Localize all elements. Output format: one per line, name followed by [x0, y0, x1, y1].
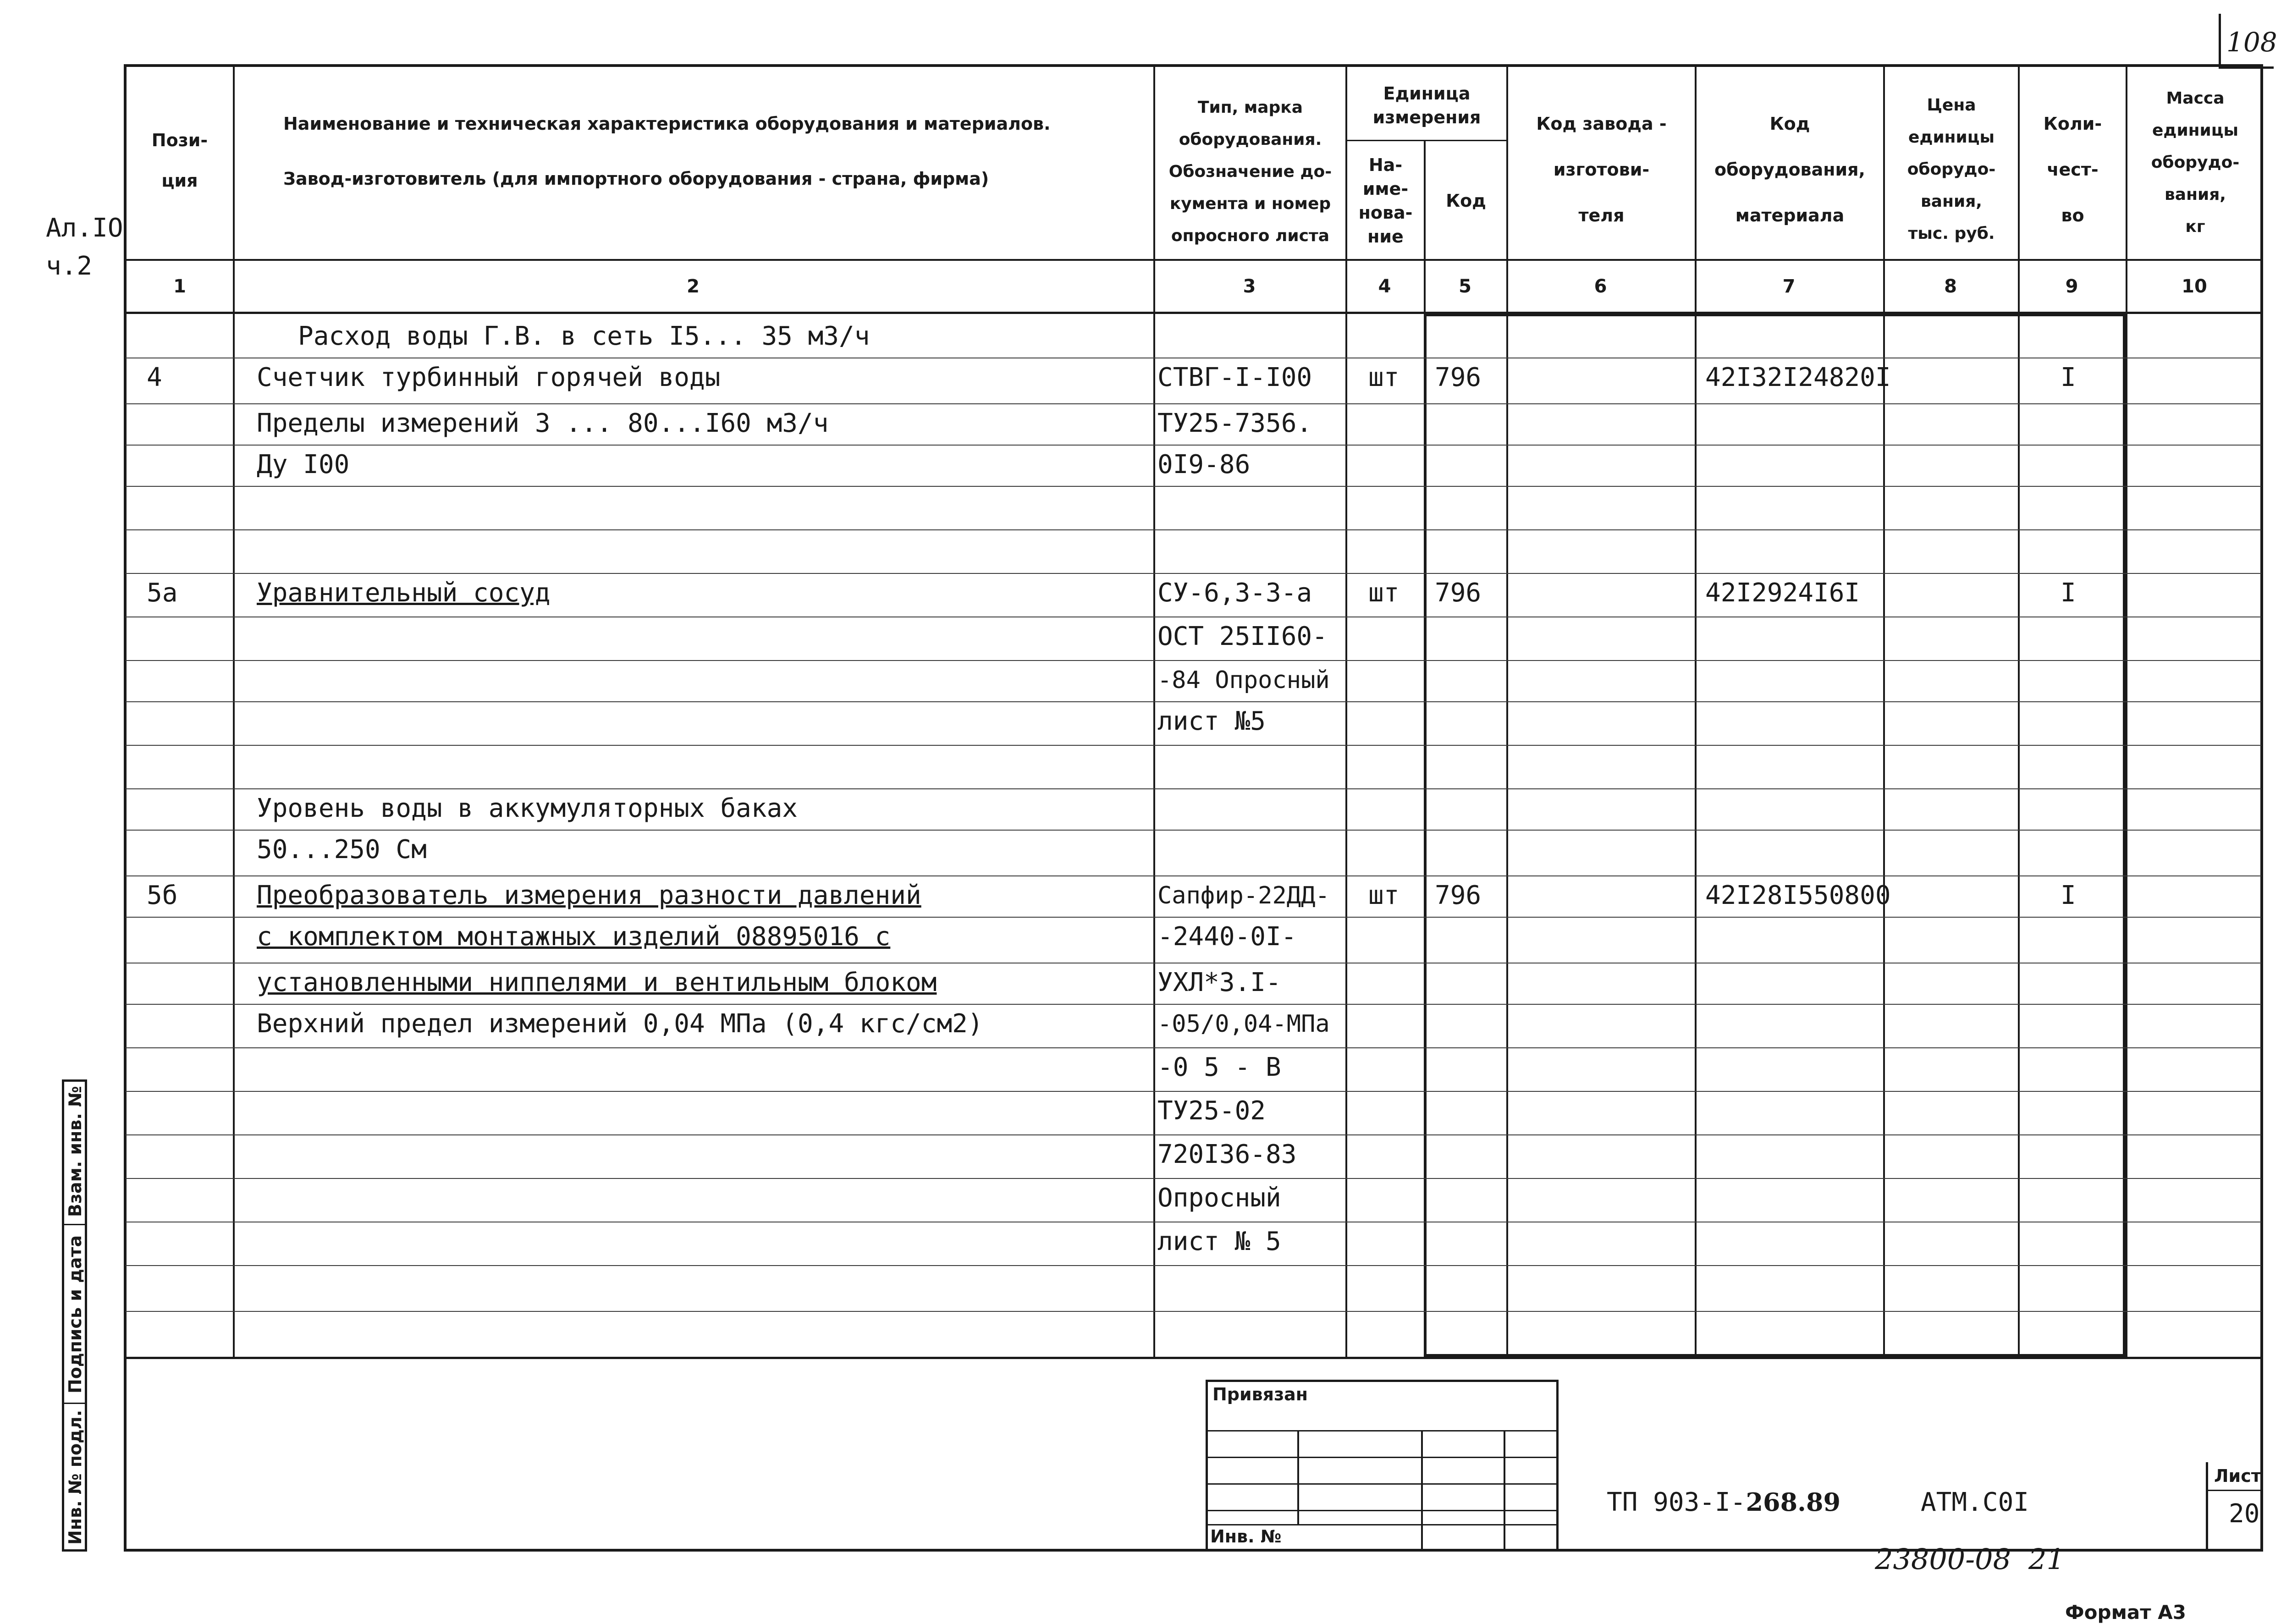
- row-21-type: лист № 5: [1157, 1227, 1281, 1256]
- row-15-name: установленными ниппелями и вентильным блоком: [257, 968, 937, 997]
- row-3-name: Ду I00: [257, 450, 350, 479]
- row-11-name: Уровень воды в аккумуляторных баках: [257, 793, 798, 823]
- header-unit-code: Код: [1446, 190, 1486, 211]
- row-16-name: Верхний предел измерений 0,04 МПа (0,4 кгс/см2): [257, 1009, 983, 1039]
- archive-number: 23800-08: [1875, 1542, 2011, 1576]
- sheet-label: Лист: [2214, 1466, 2261, 1486]
- archive-page: 21: [2028, 1542, 2065, 1576]
- header-equip-code: Код оборудования, материала: [1714, 114, 1865, 226]
- row-13-qty: I: [2061, 881, 2076, 910]
- row-1-qty: I: [2061, 363, 2076, 392]
- sheet-number: 20: [2229, 1499, 2260, 1529]
- row-13-equip: 42I28I550800: [1705, 881, 1891, 910]
- page-number-box: [2219, 14, 2277, 69]
- header-pos: Пози- ция: [151, 130, 208, 191]
- col-num-3: 3: [1243, 276, 1256, 297]
- doc-code-hand: 268.89: [1746, 1487, 1841, 1517]
- atm-code: АТМ.С0I: [1921, 1487, 2029, 1517]
- row-6-pos: 5а: [147, 578, 178, 608]
- row-17-type: -0 5 - В: [1157, 1052, 1281, 1082]
- row-20-type: Опросный: [1157, 1183, 1281, 1213]
- ref-bottom: ч.2: [46, 251, 93, 281]
- doc-code-printed: ТП 903-I-: [1607, 1487, 1746, 1517]
- col-num-1: 1: [173, 276, 186, 297]
- side-stamp-inv: Инв. № подл.: [65, 1409, 85, 1545]
- row-13-unit: шт: [1368, 881, 1399, 910]
- header-unit-name: На- име- нова- ние: [1358, 154, 1413, 247]
- row-6-equip: 42I2924I6I: [1705, 578, 1860, 608]
- row-6-qty: I: [2061, 578, 2076, 608]
- header-unit: Единица измерения: [1372, 83, 1481, 127]
- col-num-9: 9: [2065, 276, 2078, 297]
- row-14-name: с комплектом монтажных изделий 08895016 с: [257, 922, 891, 952]
- row-13-pos: 5б: [147, 881, 178, 910]
- header-name2: Завод-изготовитель (для импортного оборудования - страна, фирма): [283, 169, 989, 189]
- row-13-type: Сапфир-22ДД-: [1157, 882, 1330, 909]
- doc-code: [1607, 1487, 1840, 1517]
- row-1-equip: 42I32I24820I: [1705, 363, 1891, 392]
- row-13-name: Преобразователь измерения разности давлений: [257, 881, 921, 910]
- format-label: Формат А3: [2065, 1601, 2186, 1624]
- row-15-type: УХЛ*3.I-: [1157, 968, 1281, 997]
- col-num-10: 10: [2182, 276, 2207, 297]
- row-7-type: ОСТ 25II60-: [1157, 622, 1328, 651]
- row-16-type: -05/0,04-МПа: [1157, 1010, 1330, 1038]
- row-1-type: СТВГ-I-I00: [1157, 363, 1312, 392]
- row-1-unit: шт: [1368, 363, 1399, 392]
- inv-no-label: Инв. №: [1210, 1526, 1282, 1547]
- row-6-unit: шт: [1368, 578, 1399, 608]
- row-12-name: 50...250 См: [257, 835, 427, 864]
- row-1-code: 796: [1435, 363, 1482, 392]
- row-8-type: -84 Опросный: [1157, 666, 1330, 694]
- ref-top: Ал.IO: [46, 213, 123, 243]
- header-name: Наименование и техническая характеристика оборудования и материалов.: [283, 114, 1051, 134]
- col-num-7: 7: [1782, 276, 1796, 297]
- col-num-6: 6: [1594, 276, 1607, 297]
- row-6-name: Уравнительный сосуд: [257, 578, 551, 608]
- col-num-8: 8: [1944, 276, 1957, 297]
- row-0-name: Расход воды Г.В. в сеть I5... 35 м3/ч: [298, 321, 870, 351]
- row-3-type: 0I9-86: [1157, 450, 1251, 479]
- col-num-4: 4: [1378, 276, 1391, 297]
- privyazan-label: Привязан: [1212, 1384, 1308, 1404]
- row-1-pos: 4: [147, 363, 162, 392]
- page-number: 108: [2226, 27, 2277, 58]
- row-6-type: СУ-6,3-3-а: [1157, 578, 1312, 608]
- row-2-name: Пределы измерений 3 ... 80...I60 м3/ч: [257, 408, 829, 438]
- col-num-2: 2: [687, 276, 700, 297]
- header-qty: Коли- чест- во: [2043, 114, 2102, 226]
- row-19-type: 720I36-83: [1157, 1140, 1297, 1169]
- title-block-privyazan-box: [1206, 1380, 1559, 1552]
- header-plant-code: Код завода - изготови- теля: [1536, 114, 1667, 226]
- row-9-type: лист №5: [1157, 706, 1266, 736]
- side-stamp-podpis: Подпись и дата: [65, 1235, 85, 1393]
- side-stamp-zam: Взам. инв. №: [65, 1086, 85, 1217]
- row-13-code: 796: [1435, 881, 1482, 910]
- row-1-name: Счетчик турбинный горячей воды: [257, 363, 721, 392]
- header-mass: Масса единицы оборудо- вания, кг: [2151, 89, 2240, 236]
- row-2-type: ТУ25-7356.: [1157, 408, 1312, 438]
- header-price: Цена единицы оборудо- вания, тыс. руб.: [1907, 96, 1996, 243]
- header-type: Тип, марка оборудования. Обозначение до- кумента и номер опросного листа: [1168, 98, 1332, 245]
- row-14-type: -2440-0I-: [1157, 922, 1297, 952]
- row-6-code: 796: [1435, 578, 1482, 608]
- col-num-5: 5: [1459, 276, 1471, 297]
- row-18-type: ТУ25-02: [1157, 1096, 1266, 1126]
